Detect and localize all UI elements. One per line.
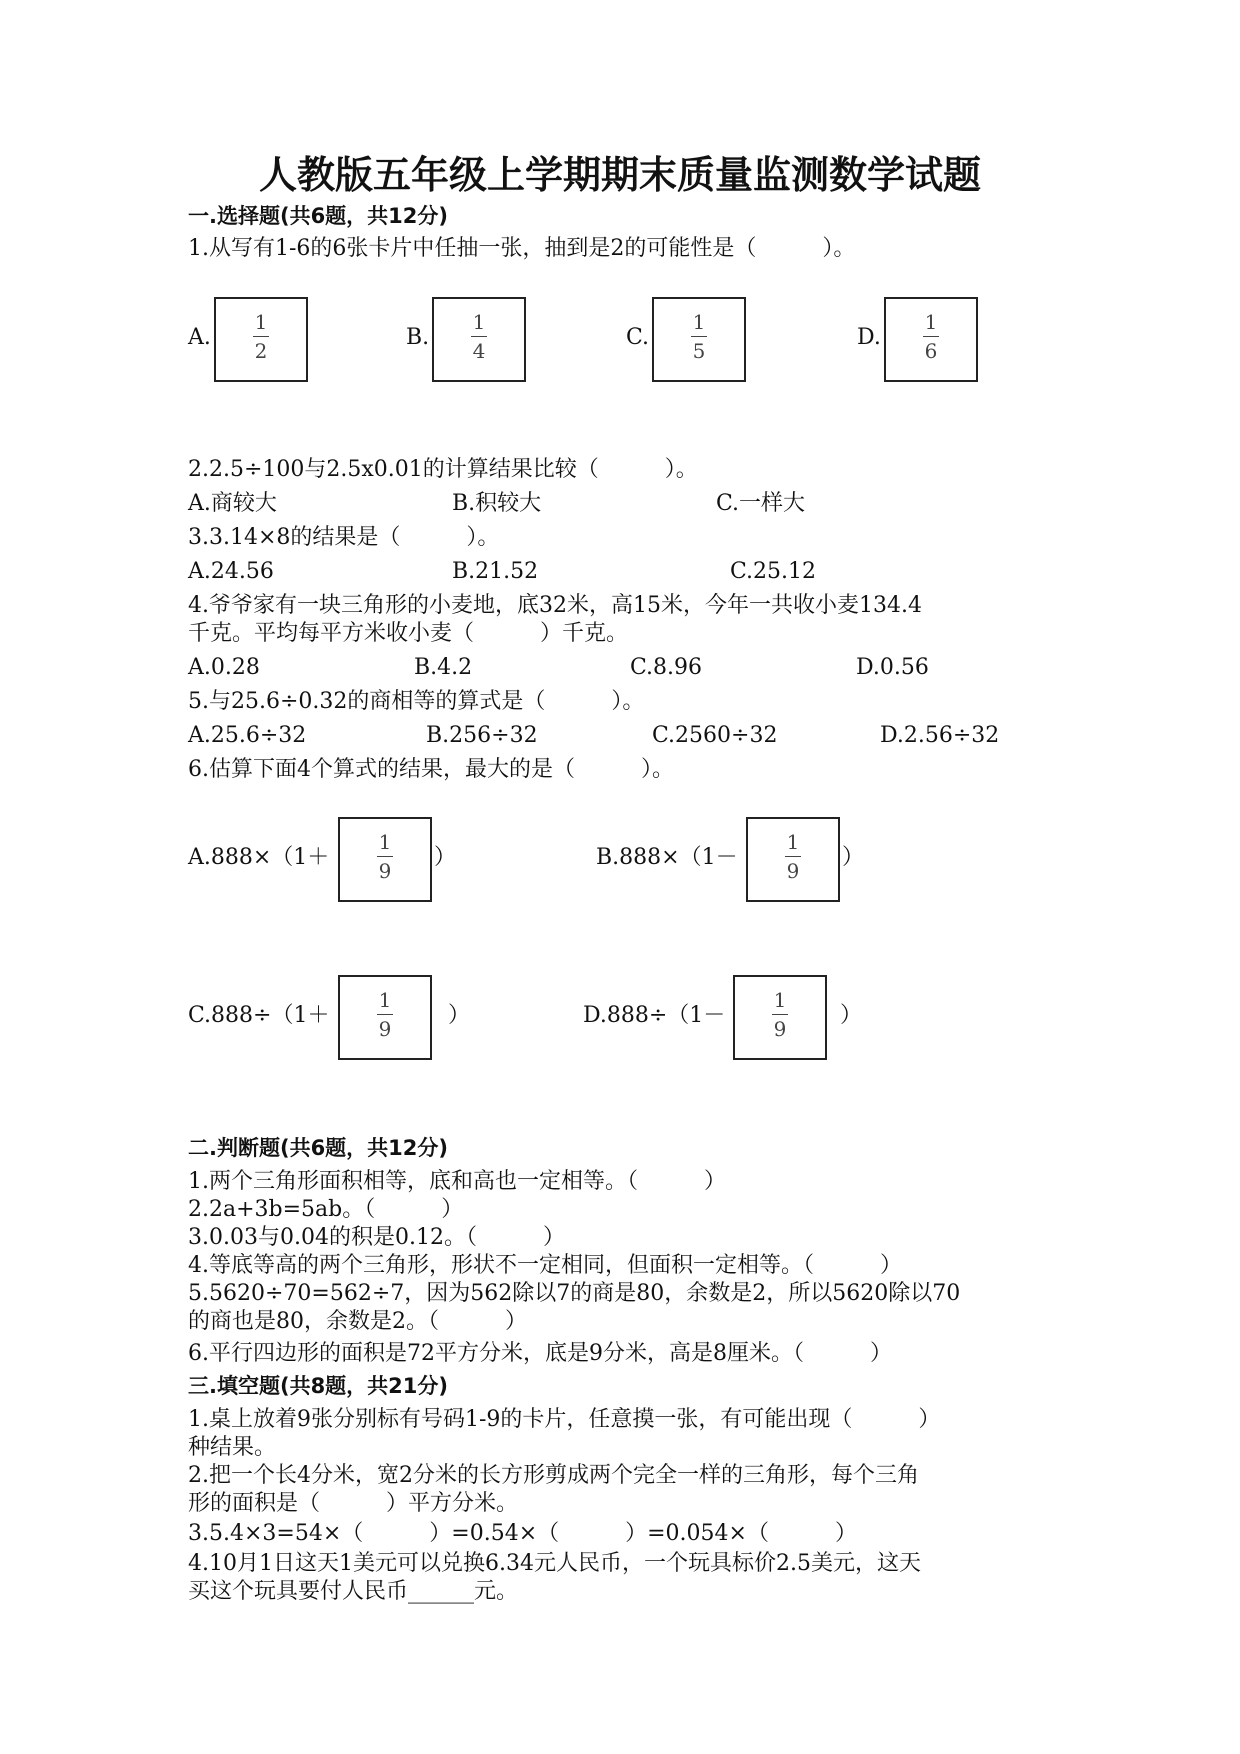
q6-option-a-prefix: A.888×（1＋ [188,845,330,870]
judgment-item-6: 6.平行四边形的面积是72平方分米，底是9分米，高是8厘米。（ ） [188,1341,892,1366]
q5-option-c: C.2560÷32 [652,723,778,748]
q1-option-a-fraction [214,297,308,382]
q1-option-c-fraction [652,297,746,382]
question-2-text: 2.2.5÷100与2.5x0.01的计算结果比较（ ）。 [188,457,698,482]
question-1-text: 1.从写有1-6的6张卡片中任抽一张，抽到是2的可能性是（ ）。 [188,236,856,261]
fraction-numerator: 1 [786,830,800,854]
fraction-denominator: 5 [692,339,706,363]
q2-option-c: C.一样大 [716,491,806,516]
fraction-numerator: 1 [924,310,938,334]
fraction-denominator: 9 [378,1017,392,1041]
q6-option-d-prefix: D.888÷（1－ [583,1003,726,1028]
q6-option-d-suffix: ） [840,1003,863,1028]
fill-item-4-line1: 4.10月1日这天1美元可以兑换6.34元人民币，一个玩具标价2.5美元，这天 [188,1551,921,1576]
question-3-text: 3.3.14×8的结果是（ ）。 [188,525,500,550]
fill-item-4-line2: 买这个玩具要付人民币______元。 [188,1579,519,1604]
fraction-numerator: 1 [773,988,787,1012]
q6-option-b-fraction [746,817,840,902]
q2-option-b: B.积较大 [452,491,542,516]
fill-item-2-line2: 形的面积是（ ）平方分米。 [188,1491,519,1516]
q3-option-b: B.21.52 [452,559,539,584]
fill-item-1-line1: 1.桌上放着9张分别标有号码1-9的卡片，任意摸一张，有可能出现（ ） [188,1407,941,1432]
fill-item-2-line1: 2.把一个长4分米，宽2分米的长方形剪成两个完全一样的三角形，每个三角 [188,1463,919,1488]
q1-option-b-fraction [432,297,526,382]
judgment-item-2: 2.2a+3b=5ab。（ ） [188,1197,464,1222]
q5-option-d: D.2.56÷32 [880,723,1000,748]
q3-option-a: A.24.56 [188,559,274,584]
section-heading-fill-in: 三.填空题(共8题，共21分) [188,1374,449,1398]
q6-option-c-prefix: C.888÷（1＋ [188,1003,330,1028]
q1-option-d-fraction [884,297,978,382]
page-title: 人教版五年级上学期期末质量监测数学试题 [258,152,981,197]
fraction-denominator: 4 [472,339,486,363]
fraction-denominator: 2 [254,339,268,363]
judgment-item-5-line2: 的商也是80，余数是2。（ ） [188,1309,527,1334]
question-4-line1: 4.爷爷家有一块三角形的小麦地，底32米，高15米，今年一共收小麦134.4 [188,593,922,618]
fraction-denominator: 9 [773,1017,787,1041]
judgment-item-3: 3.0.03与0.04的积是0.12。（ ） [188,1225,565,1250]
q1-option-a-label: A. [188,325,211,350]
section-heading-judgment: 二.判断题(共6题，共12分) [188,1136,449,1160]
fraction-numerator: 1 [472,310,486,334]
fraction-denominator: 6 [924,339,938,363]
q6-option-b-suffix: ） [842,845,865,870]
section-heading-choice: 一.选择题(共6题，共12分) [188,204,449,228]
fill-item-3: 3.5.4×3=54×（ ）=0.54×（ ）=0.054×（ ） [188,1521,857,1546]
question-4-line2: 千克。平均每平方米收小麦（ ）千克。 [188,621,629,646]
fraction-numerator: 1 [378,830,392,854]
q1-option-d-label: D. [857,325,881,350]
q4-option-a: A.0.28 [188,655,260,680]
fraction-denominator: 9 [786,859,800,883]
q6-option-c-suffix: ） [448,1003,471,1028]
judgment-item-1: 1.两个三角形面积相等，底和高也一定相等。（ ） [188,1169,726,1194]
q6-option-d-fraction [733,975,827,1060]
q6-option-a-suffix: ） [434,845,457,870]
q6-option-c-fraction [338,975,432,1060]
question-5-text: 5.与25.6÷0.32的商相等的算式是（ ）。 [188,689,645,714]
q4-option-c: C.8.96 [630,655,703,680]
fraction-numerator: 1 [378,988,392,1012]
q5-option-b: B.256÷32 [426,723,538,748]
judgment-item-5-line1: 5.5620÷70=562÷7，因为562除以7的商是80，余数是2，所以5620除以70 [188,1281,961,1306]
q4-option-b: B.4.2 [414,655,473,680]
q1-option-c-label: C. [626,325,650,350]
q3-option-c: C.25.12 [730,559,817,584]
q5-option-a: A.25.6÷32 [188,723,307,748]
fraction-numerator: 1 [254,310,268,334]
judgment-item-4: 4.等底等高的两个三角形，形状不一定相同，但面积一定相等。（ ） [188,1253,902,1278]
q6-option-a-fraction [338,817,432,902]
question-6-text: 6.估算下面4个算式的结果，最大的是（ ）。 [188,757,674,782]
fraction-denominator: 9 [378,859,392,883]
q6-option-b-prefix: B.888×（1－ [596,845,738,870]
q1-option-b-label: B. [406,325,430,350]
fraction-numerator: 1 [692,310,706,334]
q2-option-a: A.商较大 [188,491,277,516]
q4-option-d: D.0.56 [856,655,929,680]
fill-item-1-line2: 种结果。 [188,1435,277,1460]
